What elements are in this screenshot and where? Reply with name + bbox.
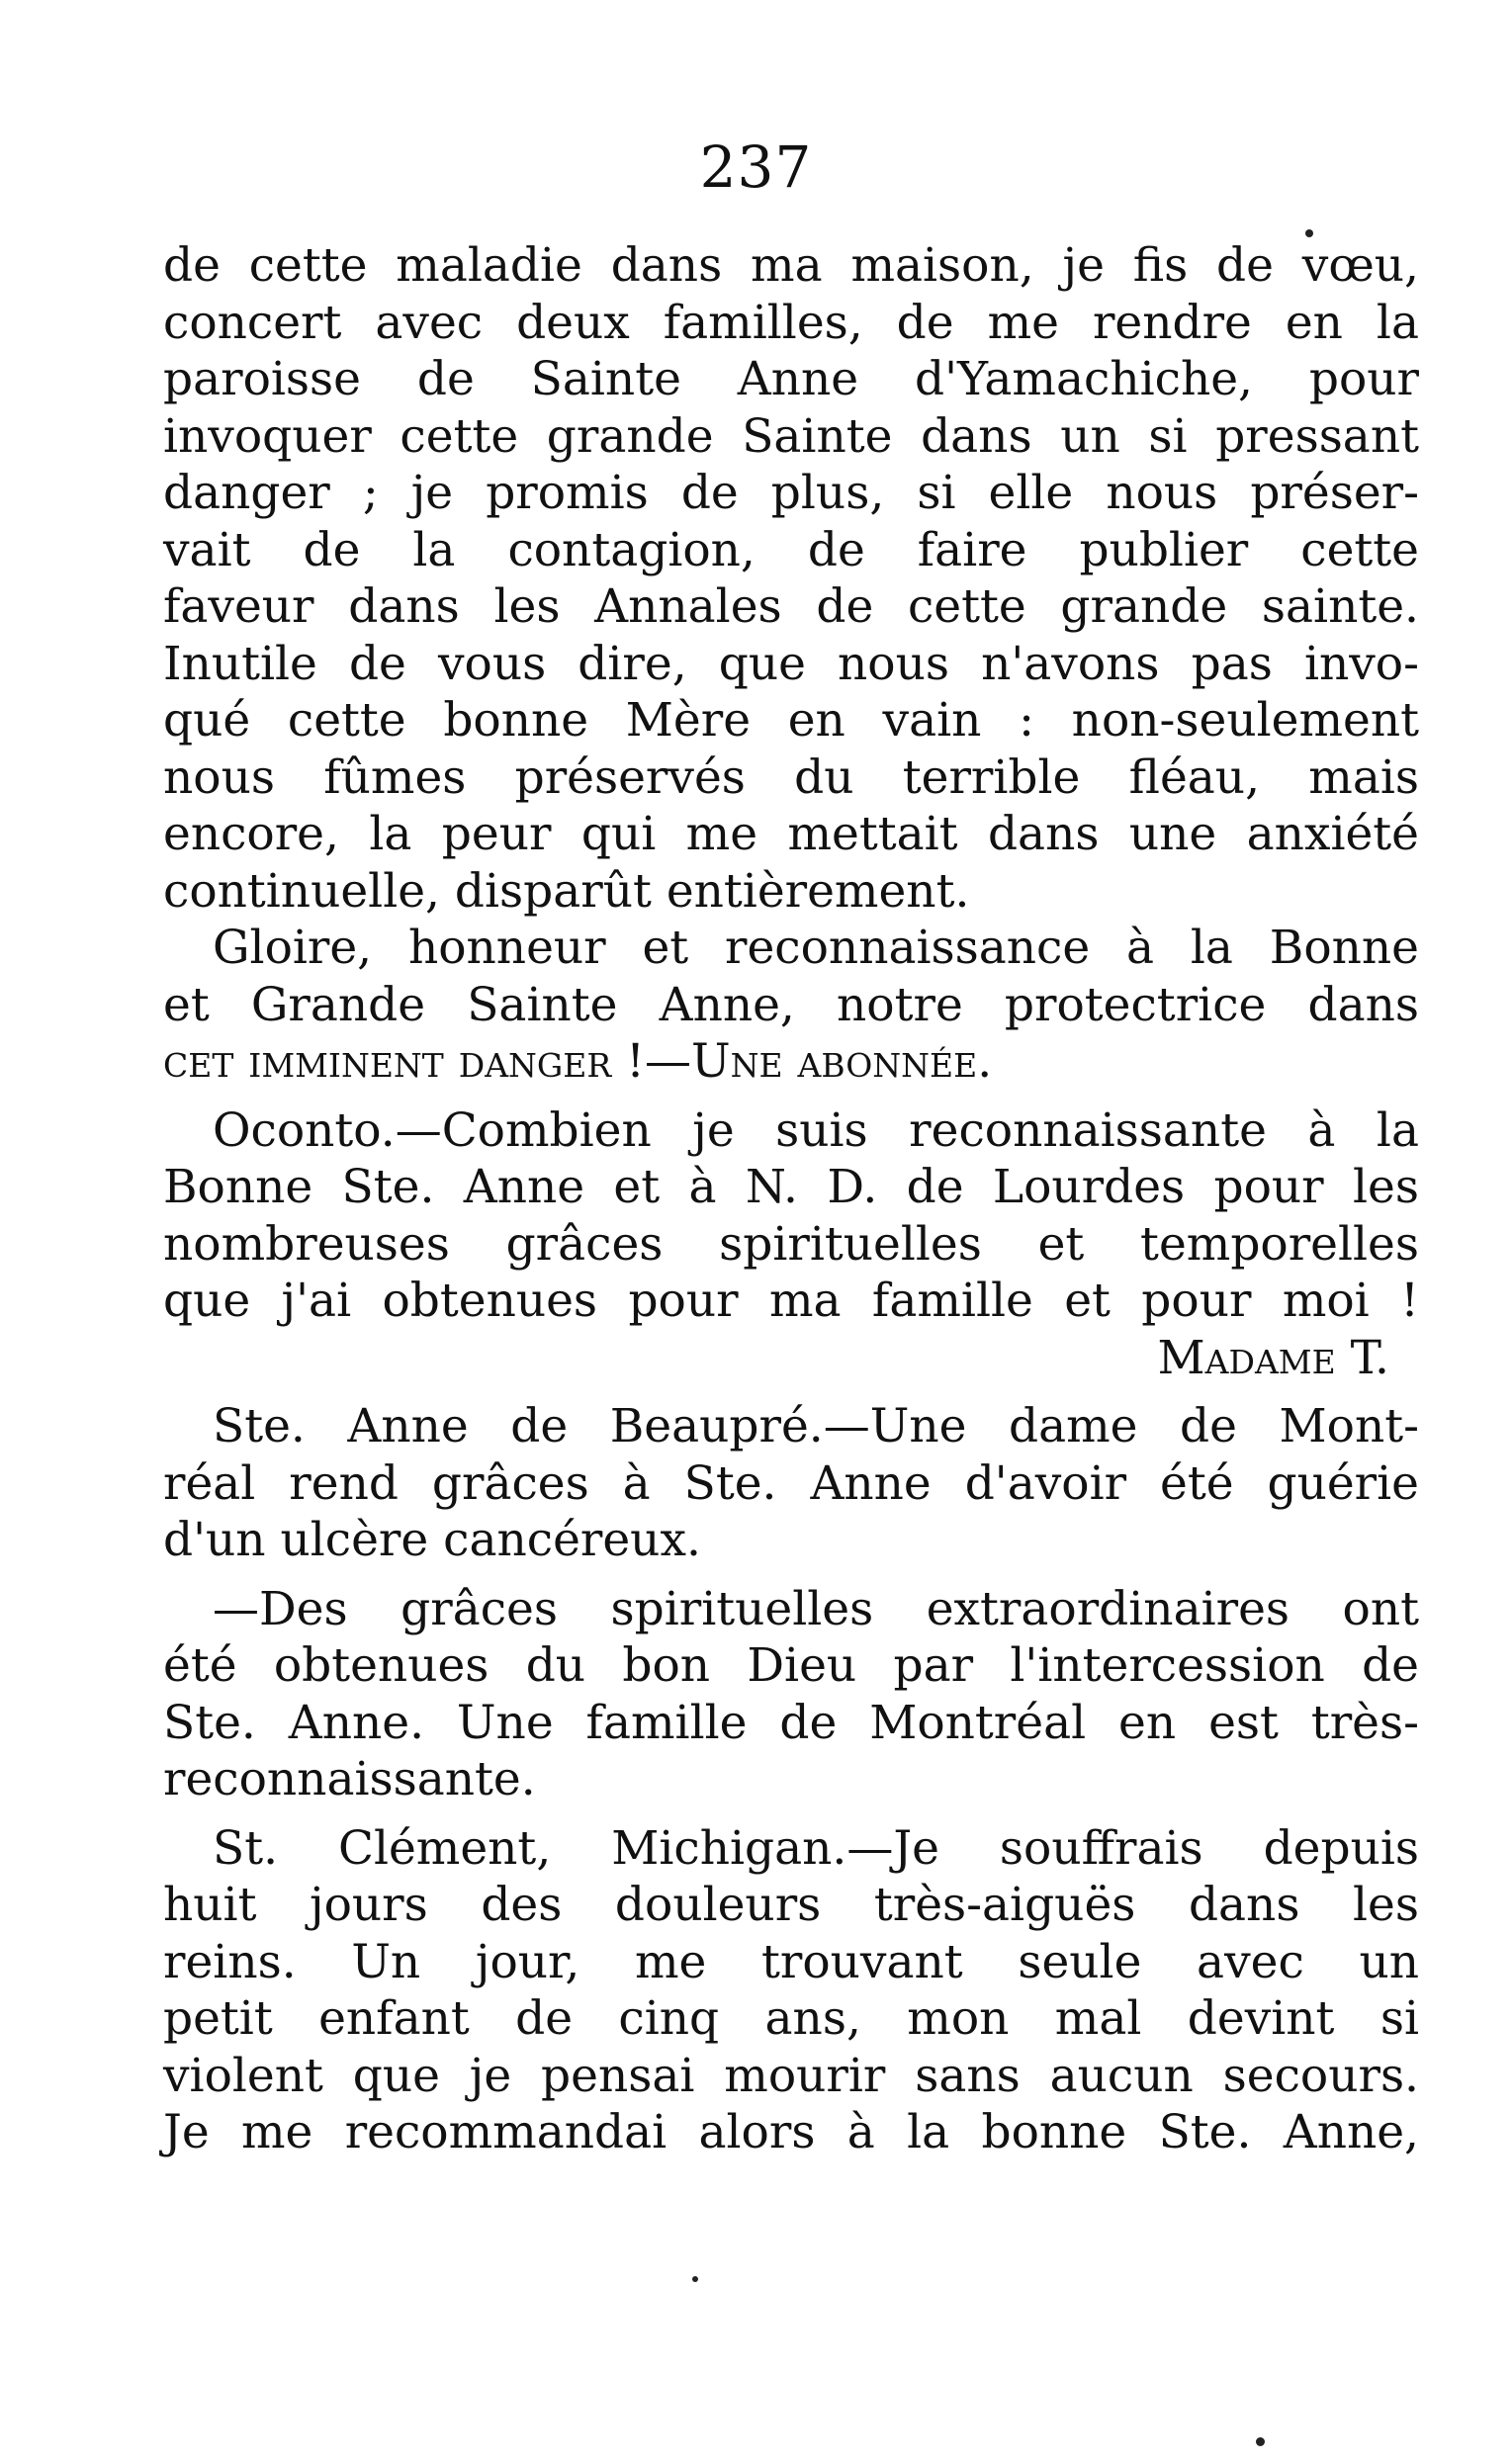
text-line: —Des grâces spirituelles extraordinaires ont [213,1581,1419,1636]
text-line: que j'ai obtenues pour ma famille et pour moi ! [163,1274,1419,1328]
text-line: réal rend grâces à Ste. Anne d'avoir été guérie [163,1455,1419,1511]
text-line: Ste. Anne de Beaupré.—Une dame de Mont- [213,1399,1419,1453]
paragraph-gap [163,1091,1419,1102]
text-line: nombreuses grâces spirituelles et temporelles [163,1216,1419,1272]
text-line: petit enfant de cinq ans, mon mal devint si [163,1991,1419,2046]
text-line: nous fûmes préservés du terrible fléau, mais [163,749,1419,805]
paragraph-gap [163,1386,1419,1398]
text-line: huit jours des douleurs très-aiguës dans les [163,1878,1419,1932]
ink-speck [1256,2437,1265,2446]
text-line: St. Clément, Michigan.—Je souffrais depuis [213,1820,1419,1876]
text-line: reconnaissante. [163,1752,536,1806]
text-line: Bonne Ste. Anne et à N. D. de Lourdes pour les [163,1160,1419,1214]
text-line: d'un ulcère cancéreux. [163,1513,701,1567]
paragraph-gap [163,1569,1419,1581]
text-line: concert avec deux familles, de me rendre en la [163,295,1419,350]
text-line: violent que je pensai mourir sans aucun secours. [163,2048,1419,2103]
signature-line: Madame T. [1157,1330,1389,1385]
text-line: cet imminent danger !—Une abonnée. [163,1034,993,1089]
text-line: de cette maladie dans ma maison, je fis de vœu, [163,238,1419,293]
text-line: reins. Un jour, me trouvant seule avec un [163,1934,1419,1989]
text-line: Gloire, honneur et reconnaissance à la Bonne [213,921,1419,975]
paragraph-gap [163,1808,1419,1820]
text-line: et Grande Sainte Anne, notre protectrice dans [163,977,1419,1032]
text-line: invoquer cette grande Sainte dans un si pressant [163,408,1419,464]
text-line: Je me recommandai alors à la bonne Ste. Anne, [163,2105,1419,2159]
ink-speck [1305,229,1313,237]
ink-speck [692,2276,698,2282]
text-line: continuelle, disparût entièrement. [163,863,970,919]
text-line: Oconto.—Combien je suis reconnaissante à la [213,1102,1419,1158]
text-line: été obtenues du bon Dieu par l'intercession de [163,1638,1419,1693]
text-line: encore, la peur qui me mettait dans une anxiété [163,807,1419,861]
page-number: 237 [699,133,813,201]
text-line: danger ; je promis de plus, si elle nous préser- [163,466,1419,520]
text-line: vait de la contagion, de faire publier cette [163,522,1419,577]
text-line: paroisse de Sainte Anne d'Yamachiche, pour [163,352,1419,406]
text-line: Ste. Anne. Une famille de Montréal en est très- [163,1695,1419,1750]
text-line: faveur dans les Annales de cette grande sainte. [163,579,1419,634]
text-line: Inutile de vous dire, que nous n'avons pas invo- [163,636,1419,691]
text-line: qué cette bonne Mère en vain : non-seulement [163,693,1419,748]
page-body [163,237,1419,2161]
